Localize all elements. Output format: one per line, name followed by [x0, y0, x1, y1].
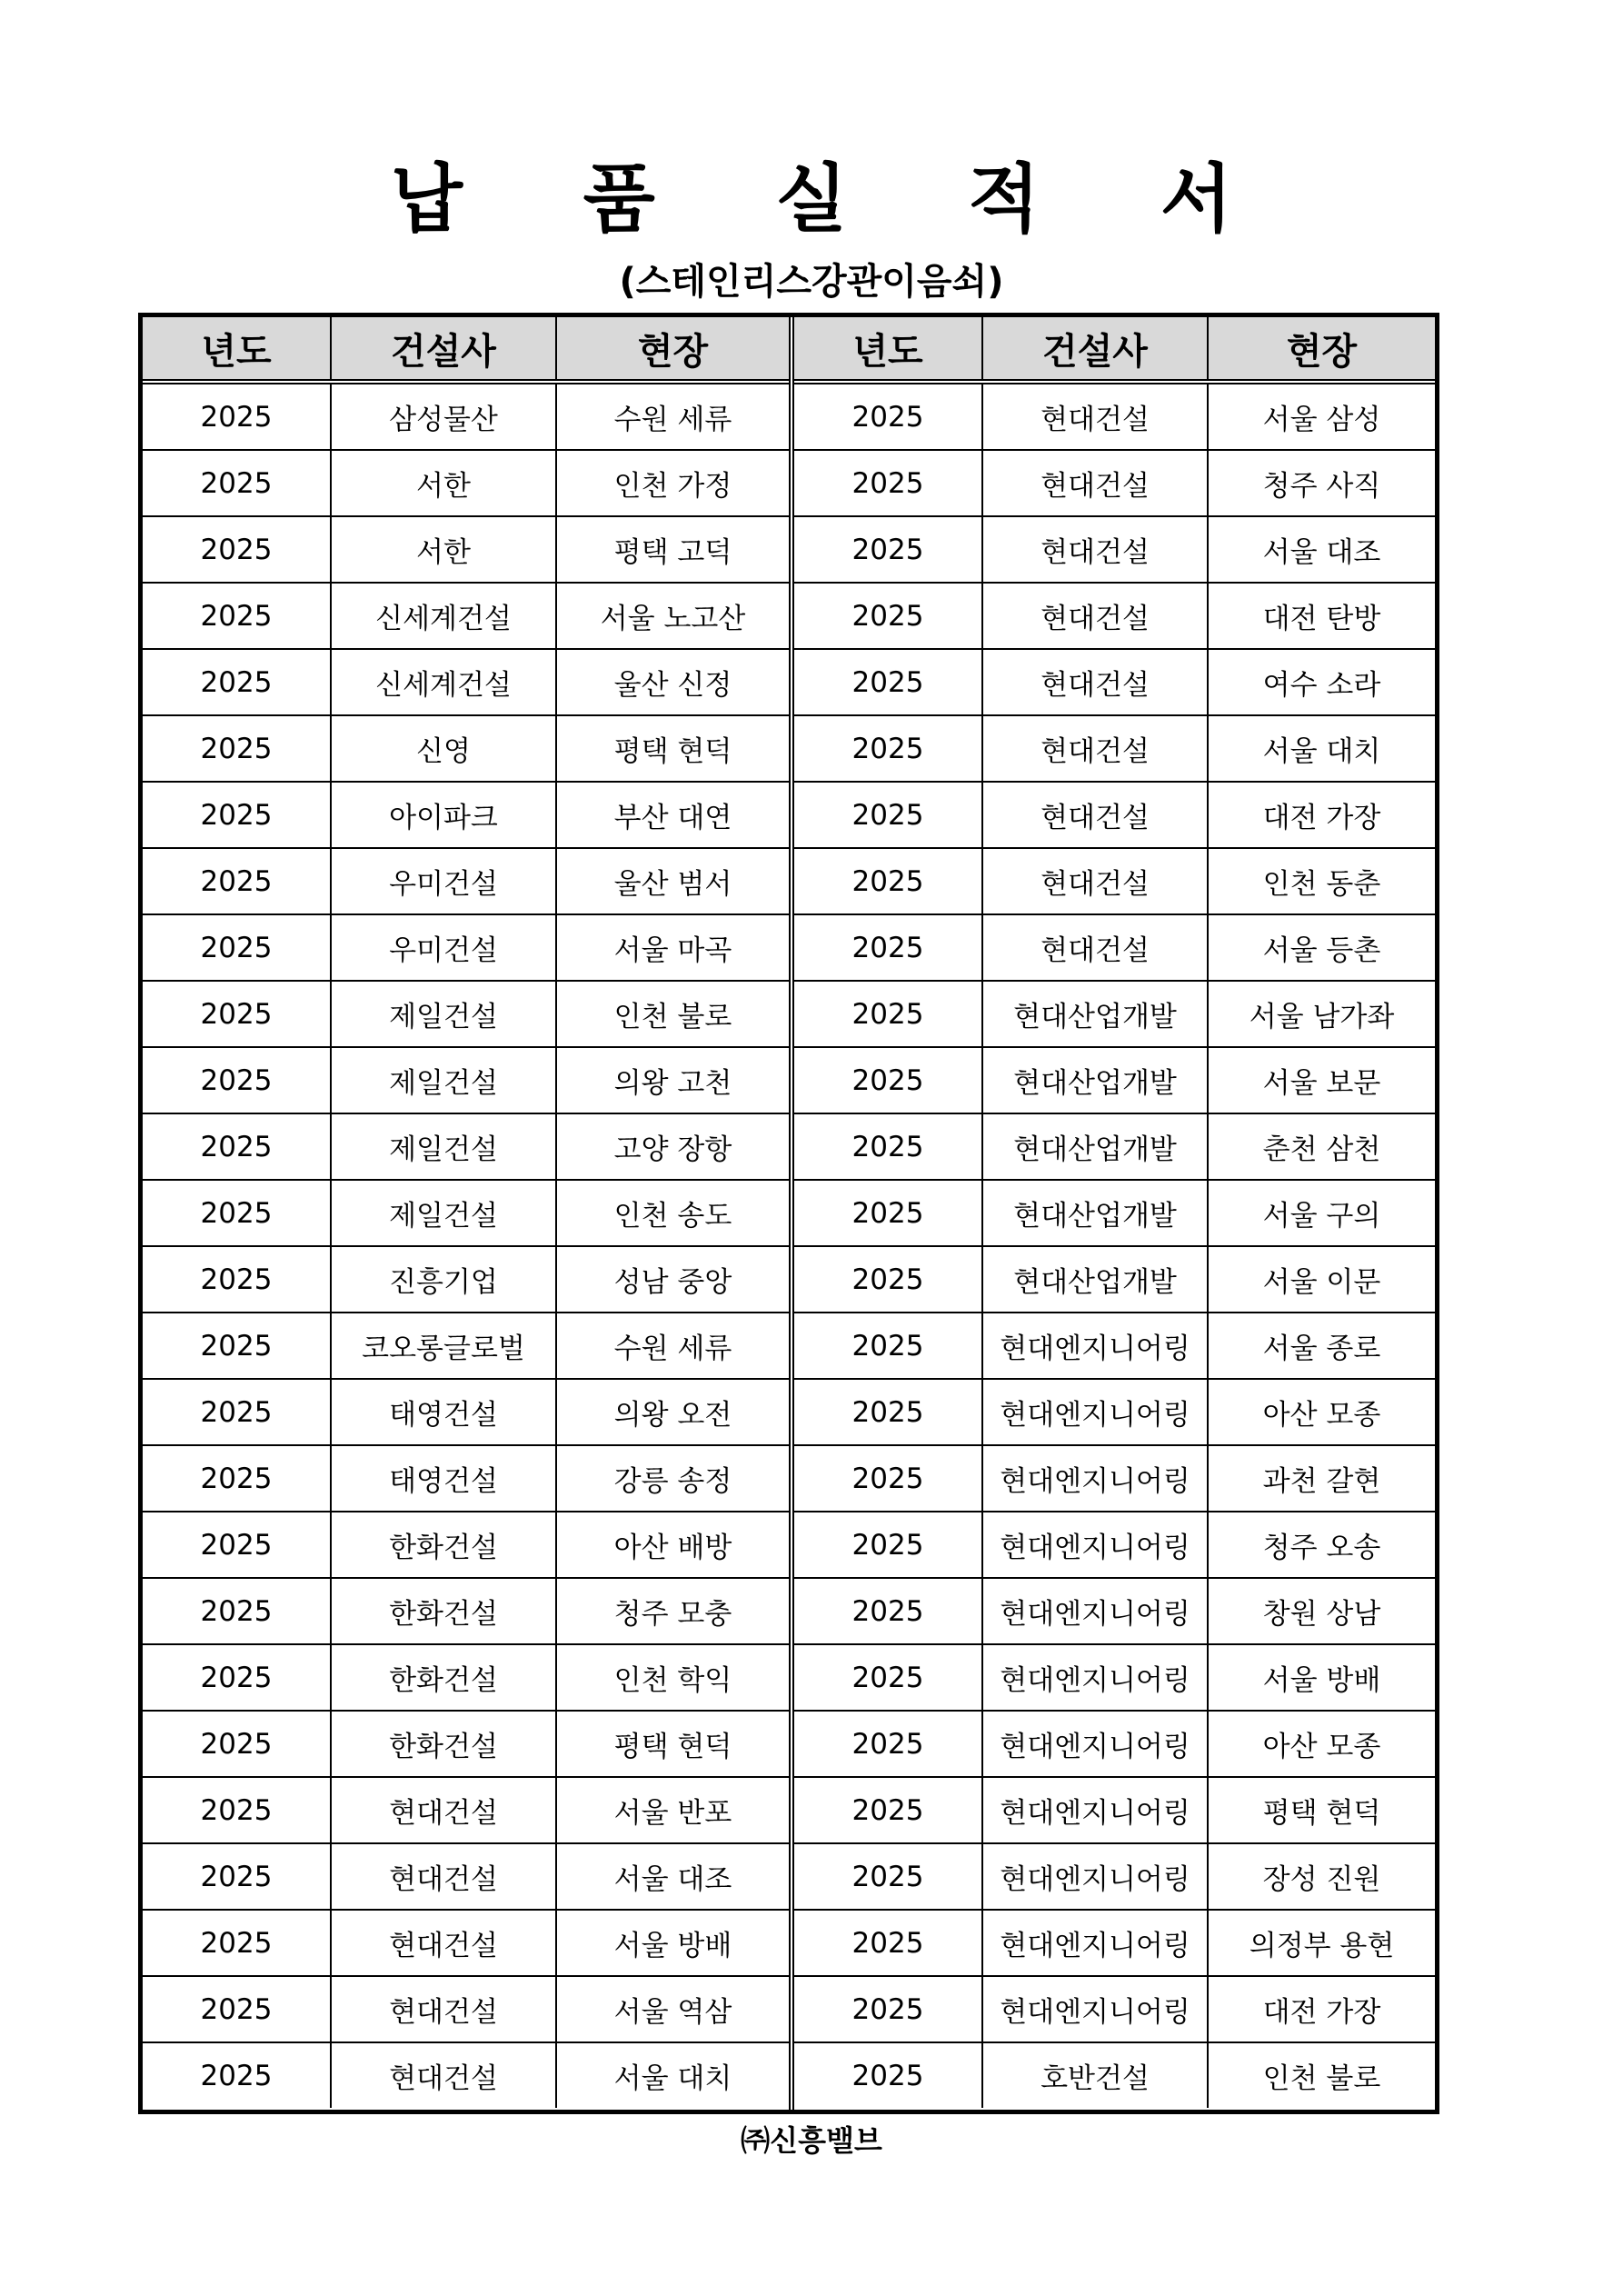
cell-site: 청주 모충 [556, 1578, 789, 1644]
table-row [143, 981, 789, 1047]
cell-year: 2025 [143, 1113, 331, 1180]
cell-year: 2025 [143, 1445, 331, 1512]
cell-site: 의왕 고천 [556, 1047, 789, 1113]
table-row [794, 1379, 1435, 1445]
cell-company: 현대산업개발 [982, 1246, 1208, 1313]
table-row [143, 1711, 789, 1777]
cell-year: 2025 [143, 1313, 331, 1379]
cell-year: 2025 [794, 1512, 982, 1578]
cell-site: 아산 모종 [1208, 1711, 1435, 1777]
header-company: 건설사 [331, 317, 556, 382]
cell-year: 2025 [143, 1910, 331, 1976]
cell-site: 대전 가장 [1208, 782, 1435, 848]
cell-site: 아산 배방 [556, 1512, 789, 1578]
cell-year: 2025 [794, 1313, 982, 1379]
table-row [794, 1445, 1435, 1512]
cell-company: 한화건설 [331, 1644, 556, 1711]
cell-year: 2025 [794, 649, 982, 715]
right-table-body [794, 382, 1435, 2108]
cell-site: 서울 보문 [1208, 1047, 1435, 1113]
cell-year: 2025 [143, 782, 331, 848]
table-row [143, 516, 789, 583]
cell-company: 코오롱글로벌 [331, 1313, 556, 1379]
cell-site: 성남 중앙 [556, 1246, 789, 1313]
table-row [794, 1644, 1435, 1711]
cell-site: 평택 현덕 [1208, 1777, 1435, 1843]
cell-year: 2025 [794, 2042, 982, 2108]
cell-year: 2025 [794, 1180, 982, 1246]
table-row [143, 1313, 789, 1379]
left-table-body [143, 382, 789, 2108]
cell-site: 평택 현덕 [556, 715, 789, 782]
cell-year: 2025 [143, 1777, 331, 1843]
company-footer: ㈜신흥밸브 [741, 2123, 882, 2158]
cell-site: 서울 남가좌 [1208, 981, 1435, 1047]
cell-company: 현대엔지니어링 [982, 1445, 1208, 1512]
table-row [794, 649, 1435, 715]
cell-year: 2025 [143, 2042, 331, 2108]
table-row [143, 649, 789, 715]
table-row [794, 914, 1435, 981]
cell-site: 대전 가장 [1208, 1976, 1435, 2042]
cell-site: 인천 동춘 [1208, 848, 1435, 914]
table-row [143, 1047, 789, 1113]
table-row [794, 1113, 1435, 1180]
table-row [794, 1843, 1435, 1910]
cell-year: 2025 [794, 1445, 982, 1512]
table-row [143, 583, 789, 649]
cell-site: 울산 범서 [556, 848, 789, 914]
cell-site: 인천 송도 [556, 1180, 789, 1246]
cell-company: 현대건설 [331, 1843, 556, 1910]
cell-site: 창원 상남 [1208, 1578, 1435, 1644]
cell-year: 2025 [143, 1379, 331, 1445]
cell-company: 서한 [331, 450, 556, 516]
cell-company: 현대건설 [982, 450, 1208, 516]
cell-site: 과천 갈현 [1208, 1445, 1435, 1512]
cell-year: 2025 [794, 914, 982, 981]
cell-year: 2025 [794, 583, 982, 649]
table-row [143, 1512, 789, 1578]
cell-year: 2025 [143, 1512, 331, 1578]
cell-company: 현대엔지니어링 [982, 1976, 1208, 2042]
table-row [143, 782, 789, 848]
cell-company: 현대건설 [982, 914, 1208, 981]
table-row [794, 1711, 1435, 1777]
table-left-half [143, 317, 789, 2110]
table-row [794, 1512, 1435, 1578]
cell-year: 2025 [143, 1976, 331, 2042]
table-row [794, 1246, 1435, 1313]
document-subtitle: (스테인리스강관이음쇠) [619, 261, 1004, 303]
cell-site: 수원 세류 [556, 382, 789, 450]
cell-company: 현대건설 [982, 382, 1208, 450]
cell-company: 아이파크 [331, 782, 556, 848]
cell-company: 신영 [331, 715, 556, 782]
cell-company: 현대엔지니어링 [982, 1711, 1208, 1777]
cell-site: 평택 현덕 [556, 1711, 789, 1777]
cell-year: 2025 [794, 782, 982, 848]
cell-year: 2025 [794, 450, 982, 516]
cell-company: 현대건설 [331, 2042, 556, 2108]
cell-site: 서울 대조 [556, 1843, 789, 1910]
cell-year: 2025 [794, 715, 982, 782]
cell-company: 현대엔지니어링 [982, 1313, 1208, 1379]
cell-year: 2025 [794, 848, 982, 914]
left-table [143, 317, 789, 2108]
header-row [794, 317, 1435, 382]
cell-company: 태영건설 [331, 1379, 556, 1445]
right-table [794, 317, 1435, 2108]
cell-site: 서울 역삼 [556, 1976, 789, 2042]
cell-company: 우미건설 [331, 848, 556, 914]
delivery-record-table [138, 313, 1439, 2114]
cell-company: 호반건설 [982, 2042, 1208, 2108]
cell-company: 삼성물산 [331, 382, 556, 450]
cell-site: 여수 소라 [1208, 649, 1435, 715]
cell-site: 서울 방배 [1208, 1644, 1435, 1711]
cell-site: 청주 사직 [1208, 450, 1435, 516]
table-row [143, 1379, 789, 1445]
cell-year: 2025 [794, 1976, 982, 2042]
header-company: 건설사 [982, 317, 1208, 382]
table-row [794, 1976, 1435, 2042]
cell-company: 현대엔지니어링 [982, 1644, 1208, 1711]
cell-company: 신세계건설 [331, 649, 556, 715]
cell-company: 현대엔지니어링 [982, 1910, 1208, 1976]
header-site: 현장 [1208, 317, 1435, 382]
cell-year: 2025 [143, 715, 331, 782]
table-row [794, 2042, 1435, 2108]
cell-site: 인천 학익 [556, 1644, 789, 1711]
cell-site: 서울 대치 [556, 2042, 789, 2108]
cell-year: 2025 [143, 1644, 331, 1711]
cell-year: 2025 [794, 1246, 982, 1313]
table-row [143, 715, 789, 782]
cell-site: 수원 세류 [556, 1313, 789, 1379]
cell-site: 서울 대치 [1208, 715, 1435, 782]
cell-company: 현대건설 [982, 715, 1208, 782]
cell-company: 한화건설 [331, 1578, 556, 1644]
cell-site: 서울 노고산 [556, 583, 789, 649]
header-year: 년도 [143, 317, 331, 382]
cell-year: 2025 [794, 1113, 982, 1180]
table-row [794, 848, 1435, 914]
table-row [794, 516, 1435, 583]
cell-company: 현대산업개발 [982, 981, 1208, 1047]
cell-year: 2025 [794, 1910, 982, 1976]
cell-site: 서울 구의 [1208, 1180, 1435, 1246]
cell-company: 현대건설 [982, 516, 1208, 583]
cell-site: 서울 등촌 [1208, 914, 1435, 981]
cell-year: 2025 [794, 382, 982, 450]
cell-company: 현대산업개발 [982, 1047, 1208, 1113]
table-row [143, 382, 789, 450]
cell-site: 인천 불로 [1208, 2042, 1435, 2108]
cell-year: 2025 [143, 1843, 331, 1910]
cell-year: 2025 [794, 1644, 982, 1711]
document-title: 납 품 실 적 서 [390, 156, 1280, 243]
cell-year: 2025 [143, 516, 331, 583]
table-row [143, 848, 789, 914]
cell-year: 2025 [143, 914, 331, 981]
cell-site: 강릉 송정 [556, 1445, 789, 1512]
cell-site: 인천 불로 [556, 981, 789, 1047]
header-year: 년도 [794, 317, 982, 382]
table-row [794, 583, 1435, 649]
table-row [143, 1246, 789, 1313]
table-row [143, 1644, 789, 1711]
table-row [143, 1910, 789, 1976]
cell-year: 2025 [794, 1379, 982, 1445]
cell-site: 평택 고덕 [556, 516, 789, 583]
cell-company: 현대엔지니어링 [982, 1578, 1208, 1644]
cell-year: 2025 [143, 1578, 331, 1644]
cell-company: 진흥기업 [331, 1246, 556, 1313]
cell-year: 2025 [794, 1777, 982, 1843]
cell-year: 2025 [143, 1246, 331, 1313]
cell-year: 2025 [143, 382, 331, 450]
cell-site: 춘천 삼천 [1208, 1113, 1435, 1180]
table-row [143, 1445, 789, 1512]
cell-year: 2025 [143, 1180, 331, 1246]
header-site: 현장 [556, 317, 789, 382]
table-row [143, 1976, 789, 2042]
cell-company: 제일건설 [331, 1180, 556, 1246]
cell-site: 아산 모종 [1208, 1379, 1435, 1445]
table-row [794, 715, 1435, 782]
cell-year: 2025 [794, 516, 982, 583]
cell-company: 제일건설 [331, 1113, 556, 1180]
table-row [794, 1578, 1435, 1644]
cell-company: 서한 [331, 516, 556, 583]
cell-year: 2025 [143, 981, 331, 1047]
cell-company: 우미건설 [331, 914, 556, 981]
cell-site: 서울 종로 [1208, 1313, 1435, 1379]
cell-company: 한화건설 [331, 1512, 556, 1578]
cell-company: 현대건설 [331, 1910, 556, 1976]
cell-site: 서울 마곡 [556, 914, 789, 981]
cell-company: 한화건설 [331, 1711, 556, 1777]
cell-site: 서울 이문 [1208, 1246, 1435, 1313]
table-row [143, 2042, 789, 2108]
cell-site: 의왕 오전 [556, 1379, 789, 1445]
table-row [794, 1777, 1435, 1843]
cell-year: 2025 [794, 1711, 982, 1777]
cell-company: 신세계건설 [331, 583, 556, 649]
table-row [143, 450, 789, 516]
cell-site: 장성 진원 [1208, 1843, 1435, 1910]
cell-year: 2025 [143, 1711, 331, 1777]
cell-site: 서울 방배 [556, 1910, 789, 1976]
cell-year: 2025 [794, 1578, 982, 1644]
cell-site: 청주 오송 [1208, 1512, 1435, 1578]
table-row [794, 782, 1435, 848]
table-row [143, 1113, 789, 1180]
cell-site: 의정부 용현 [1208, 1910, 1435, 1976]
table-row [143, 1843, 789, 1910]
cell-company: 현대건설 [982, 782, 1208, 848]
cell-site: 서울 삼성 [1208, 382, 1435, 450]
cell-company: 현대산업개발 [982, 1180, 1208, 1246]
cell-site: 서울 반포 [556, 1777, 789, 1843]
cell-company: 현대건설 [331, 1976, 556, 2042]
cell-year: 2025 [794, 1843, 982, 1910]
table-right-half [794, 317, 1435, 2110]
cell-year: 2025 [794, 1047, 982, 1113]
cell-company: 현대건설 [982, 848, 1208, 914]
table-row [143, 1777, 789, 1843]
cell-company: 현대엔지니어링 [982, 1777, 1208, 1843]
cell-site: 대전 탄방 [1208, 583, 1435, 649]
table-row [143, 1578, 789, 1644]
cell-year: 2025 [143, 1047, 331, 1113]
cell-site: 울산 신정 [556, 649, 789, 715]
cell-site: 인천 가정 [556, 450, 789, 516]
cell-company: 현대건설 [982, 649, 1208, 715]
header-row [143, 317, 789, 382]
table-row [143, 1180, 789, 1246]
cell-site: 부산 대연 [556, 782, 789, 848]
cell-company: 현대엔지니어링 [982, 1379, 1208, 1445]
cell-year: 2025 [794, 981, 982, 1047]
cell-company: 현대엔지니어링 [982, 1512, 1208, 1578]
cell-site: 서울 대조 [1208, 516, 1435, 583]
cell-company: 태영건설 [331, 1445, 556, 1512]
cell-company: 현대건설 [331, 1777, 556, 1843]
cell-company: 제일건설 [331, 1047, 556, 1113]
cell-year: 2025 [143, 583, 331, 649]
table-row [794, 1047, 1435, 1113]
table-row [794, 1180, 1435, 1246]
cell-year: 2025 [143, 450, 331, 516]
table-row [794, 1313, 1435, 1379]
cell-company: 현대엔지니어링 [982, 1843, 1208, 1910]
table-row [143, 914, 789, 981]
table-row [794, 382, 1435, 450]
table-row [794, 1910, 1435, 1976]
table-row [794, 450, 1435, 516]
cell-year: 2025 [143, 649, 331, 715]
cell-site: 고양 장항 [556, 1113, 789, 1180]
cell-company: 현대산업개발 [982, 1113, 1208, 1180]
cell-company: 제일건설 [331, 981, 556, 1047]
cell-year: 2025 [143, 848, 331, 914]
table-row [794, 981, 1435, 1047]
cell-company: 현대건설 [982, 583, 1208, 649]
